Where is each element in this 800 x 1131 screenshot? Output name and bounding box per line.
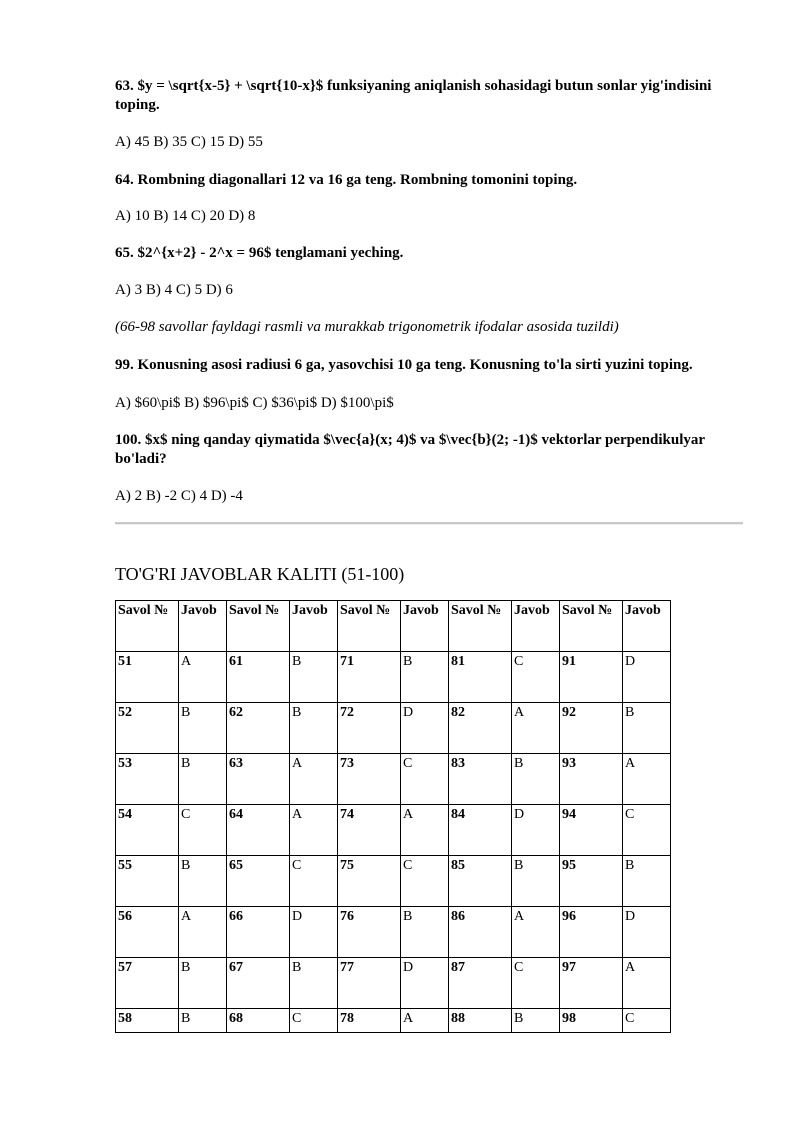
answer-cell: B <box>290 958 338 1009</box>
answers-64 <box>115 207 255 226</box>
answer-cell: B <box>179 1009 227 1033</box>
question-number-cell: 88 <box>449 1009 512 1033</box>
answer-key-table <box>115 600 671 1033</box>
question-number-cell: 87 <box>449 958 512 1009</box>
question-number-cell: 62 <box>227 703 290 754</box>
question-number-cell: 64 <box>227 805 290 856</box>
answer-key-title: TO'G'RI JAVOBLAR KALITI (51-100) <box>115 564 405 584</box>
question-number-cell: 68 <box>227 1009 290 1033</box>
answer-cell: C <box>290 1009 338 1033</box>
answer-cell: A <box>401 1009 449 1033</box>
question-number-cell: 66 <box>227 907 290 958</box>
question-number-cell: 92 <box>560 703 623 754</box>
answer-cell: B <box>401 652 449 703</box>
question-number-cell: 95 <box>560 856 623 907</box>
question-number-cell: 82 <box>449 703 512 754</box>
header-question-number: Savol № <box>116 601 179 652</box>
question-number-cell: 71 <box>338 652 401 703</box>
answer-cell: C <box>401 754 449 805</box>
answer-cell: D <box>512 805 560 856</box>
question-number-cell: 57 <box>116 958 179 1009</box>
table-header-row <box>116 601 671 652</box>
answer-options: A) $60\pi$ B) $96\pi$ C) $36\pi$ D) $100\pi$ <box>115 395 394 411</box>
answer-cell: B <box>512 1009 560 1033</box>
answer-cell: C <box>290 856 338 907</box>
question-number-cell: 54 <box>116 805 179 856</box>
answer-cell: C <box>401 856 449 907</box>
question-number-cell: 65 <box>227 856 290 907</box>
header-answer: Javob <box>623 601 671 652</box>
header-question-number: Savol № <box>227 601 290 652</box>
question-text: 100. $x$ ning qanday qiymatida $\vec{a}(x; 4)$ va $\vec{b}(2; -1)$ vektorlar perpendikulyar bo'ladi? <box>115 432 705 467</box>
question-text: 63. $y = \sqrt{x-5} + \sqrt{10-x}$ funksiyaning aniqlanish sohasidagi butun sonlar yig'indisini toping. <box>115 78 712 113</box>
answer-options: A) 45 B) 35 C) 15 D) 55 <box>115 134 263 150</box>
question-number-cell: 94 <box>560 805 623 856</box>
answer-cell: B <box>179 958 227 1009</box>
header-question-number: Savol № <box>449 601 512 652</box>
question-65 <box>115 244 735 263</box>
question-text: 64. Rombning diagonallari 12 va 16 ga teng. Rombning tomonini toping. <box>115 172 578 188</box>
question-number-cell: 91 <box>560 652 623 703</box>
question-number-cell: 78 <box>338 1009 401 1033</box>
question-number-cell: 74 <box>338 805 401 856</box>
answer-cell: C <box>179 805 227 856</box>
answer-cell: B <box>623 703 671 754</box>
answer-cell: B <box>512 856 560 907</box>
answer-cell: A <box>512 907 560 958</box>
answer-cell: B <box>290 652 338 703</box>
question-number-cell: 76 <box>338 907 401 958</box>
answer-cell: B <box>179 754 227 805</box>
answer-cell: A <box>512 703 560 754</box>
table-row <box>116 805 671 856</box>
question-99 <box>115 356 735 375</box>
answers-99 <box>115 394 394 413</box>
answer-cell: B <box>401 907 449 958</box>
note-text: (66-98 savollar fayldagi rasmli va murakkab trigonometrik ifodalar asosida tuzildi) <box>115 319 619 335</box>
answer-cell: A <box>401 805 449 856</box>
answer-cell: A <box>290 805 338 856</box>
header-question-number: Savol № <box>338 601 401 652</box>
question-number-cell: 98 <box>560 1009 623 1033</box>
answer-cell: B <box>512 754 560 805</box>
answer-cell: B <box>623 856 671 907</box>
question-number-cell: 52 <box>116 703 179 754</box>
answer-cell: D <box>623 652 671 703</box>
question-number-cell: 63 <box>227 754 290 805</box>
question-number-cell: 85 <box>449 856 512 907</box>
answer-cell: D <box>623 907 671 958</box>
question-number-cell: 84 <box>449 805 512 856</box>
question-number-cell: 51 <box>116 652 179 703</box>
answer-cell: B <box>179 703 227 754</box>
answer-cell: D <box>290 907 338 958</box>
question-number-cell: 72 <box>338 703 401 754</box>
table-row <box>116 652 671 703</box>
question-number-cell: 86 <box>449 907 512 958</box>
table-row <box>116 703 671 754</box>
answer-cell: B <box>179 856 227 907</box>
header-answer: Javob <box>290 601 338 652</box>
header-question-number: Savol № <box>560 601 623 652</box>
answers-100 <box>115 487 243 506</box>
table-row <box>116 907 671 958</box>
question-number-cell: 97 <box>560 958 623 1009</box>
question-number-cell: 93 <box>560 754 623 805</box>
table-row <box>116 754 671 805</box>
question-number-cell: 81 <box>449 652 512 703</box>
question-number-cell: 61 <box>227 652 290 703</box>
answer-cell: A <box>623 958 671 1009</box>
question-text: 99. Konusning asosi radiusi 6 ga, yasovchisi 10 ga teng. Konusning to'la sirti yuzini toping. <box>115 357 693 373</box>
answer-cell: C <box>623 1009 671 1033</box>
question-number-cell: 55 <box>116 856 179 907</box>
question-number-cell: 58 <box>116 1009 179 1033</box>
answer-cell: A <box>290 754 338 805</box>
table-row <box>116 958 671 1009</box>
table-row <box>116 1009 671 1033</box>
question-number-cell: 83 <box>449 754 512 805</box>
question-number-cell: 73 <box>338 754 401 805</box>
answer-cell: A <box>179 907 227 958</box>
answer-options: A) 3 B) 4 C) 5 D) 6 <box>115 282 233 298</box>
note-66-98 <box>115 318 619 337</box>
question-number-cell: 53 <box>116 754 179 805</box>
answer-cell: D <box>401 703 449 754</box>
question-100 <box>115 431 735 469</box>
question-number-cell: 56 <box>116 907 179 958</box>
answer-key-body <box>116 652 671 1033</box>
header-answer: Javob <box>401 601 449 652</box>
table-row <box>116 856 671 907</box>
question-63 <box>115 77 735 115</box>
question-number-cell: 96 <box>560 907 623 958</box>
answer-options: A) 2 B) -2 C) 4 D) -4 <box>115 488 243 504</box>
answer-cell: D <box>401 958 449 1009</box>
question-64 <box>115 171 735 190</box>
question-number-cell: 77 <box>338 958 401 1009</box>
answers-63 <box>115 133 263 152</box>
answer-options: A) 10 B) 14 C) 20 D) 8 <box>115 208 256 224</box>
question-number-cell: 75 <box>338 856 401 907</box>
header-answer: Javob <box>179 601 227 652</box>
answer-cell: C <box>623 805 671 856</box>
header-answer: Javob <box>512 601 560 652</box>
answer-cell: C <box>512 958 560 1009</box>
question-text: 65. $2^{x+2} - 2^x = 96$ tenglamani yeching. <box>115 245 404 261</box>
answers-65 <box>115 281 233 300</box>
question-number-cell: 67 <box>227 958 290 1009</box>
answer-cell: C <box>512 652 560 703</box>
horizontal-divider <box>115 522 743 525</box>
answer-cell: A <box>623 754 671 805</box>
answer-cell: A <box>179 652 227 703</box>
answer-cell: B <box>290 703 338 754</box>
